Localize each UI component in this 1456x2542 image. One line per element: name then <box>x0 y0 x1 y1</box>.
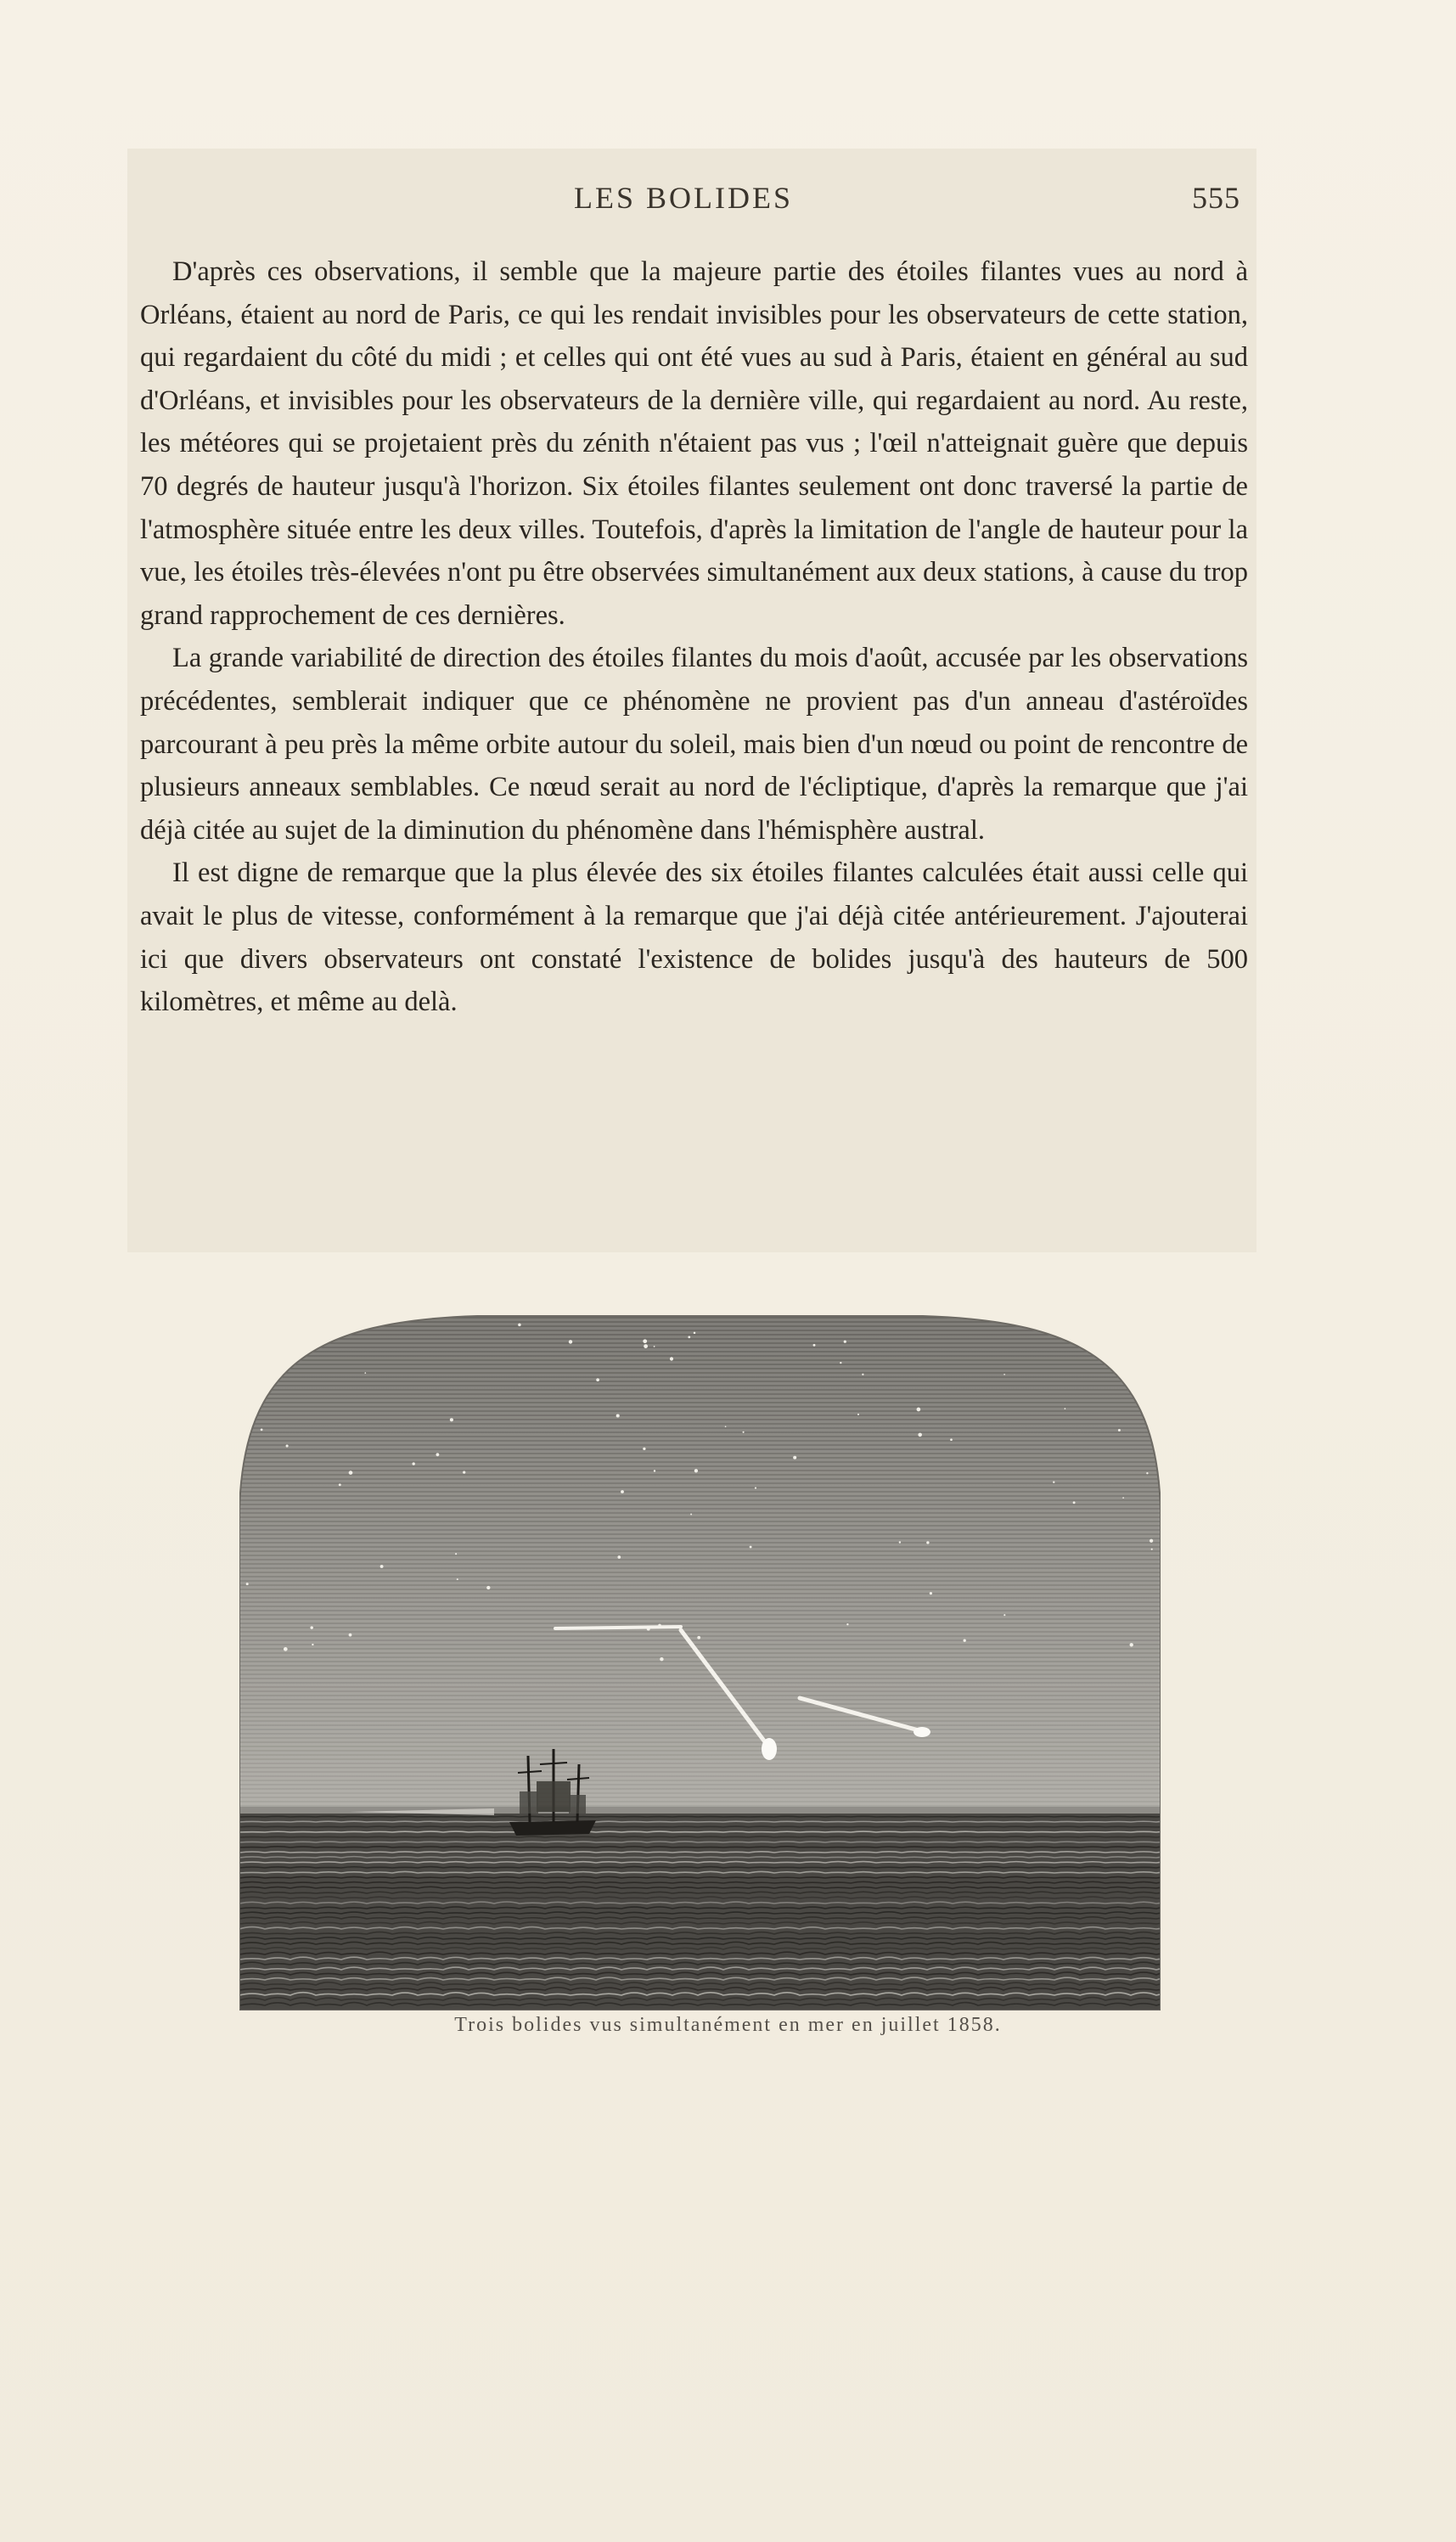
page-number: 555 <box>1192 181 1240 215</box>
meteor-head-3 <box>914 1727 930 1737</box>
engraving-illustration <box>239 1314 1161 2011</box>
body-text <box>140 250 1248 1024</box>
paragraph: La grande variabilité de direction des étoiles filantes du mois d'août, accusée par les observations précédentes, semblerait indiquer que ce phénomène ne provient pas d'un anneau d'astéroïdes parcourant à peu près la même orbite autour du soleil, mais bien d'un nœud ou point de rencontre de plusieurs anneaux semblables. Ce nœud serait au nord de l'écliptique, d'après la remarque que j'ai déjà citée au sujet de la diminution du phénomène dans l'hémisphère austral. <box>140 643 1248 846</box>
running-header <box>0 180 1456 222</box>
horizon <box>239 1807 1161 1814</box>
meteor-trail-1 <box>555 1627 681 1628</box>
paragraph: D'après ces observations, il semble que la majeure partie des étoiles filantes vues au nord à Orléans, étaient au nord de Paris, ce qui les rendait invisibles pour les observateurs de cette station, qui regardaient du côté du midi ; et celles qui ont été vues au sud à Paris, étaient en général au sud d'Orléans, et invisibles pour les observateurs de la dernière ville, qui regardaient au nord. Au reste, les météores qui se projetaient près du zénith n'étaient pas vus ; l'œil n'atteignait guère que depuis 70 degrés de hauteur jusqu'à l'horizon. Six étoiles filantes seulement ont donc traversé la partie de l'atmosphère située entre les deux villes. Toutefois, d'après la limitation de l'angle de hauteur pour la vue, les étoiles très-élevées n'ont pu être observées simultanément aux deux stations, à cause du trop grand rapprochement de ces dernières. <box>140 256 1248 631</box>
figure-caption: Trois bolides vus simultanément en mer en juillet 1858. <box>454 2014 1002 2036</box>
running-title: LES BOLIDES <box>574 181 793 215</box>
sea <box>239 1811 1161 2011</box>
paragraph: Il est digne de remarque que la plus élevée des six étoiles filantes calculées était aussi celle qui avait le plus de vitesse, conformément à la remarque que j'ai déjà citée antérieurement. J'ajouterai ici que divers observateurs ont constaté l'existence de bolides jusqu'à des hauteurs de 500 kilomètres, et même au delà. <box>140 858 1248 1018</box>
meteor-head-2 <box>762 1738 777 1760</box>
engraving-figure <box>239 1314 1161 2011</box>
